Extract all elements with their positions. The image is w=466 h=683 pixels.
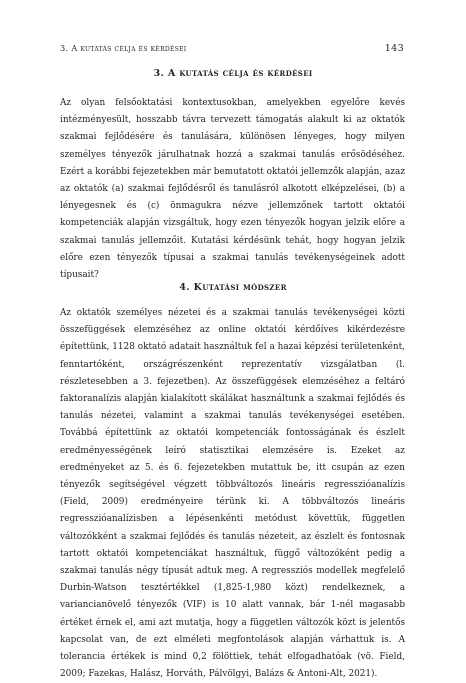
section-heading-research-aim: 3. A kutatás célja és kérdései — [153, 68, 313, 79]
running-head-chapter: 3. A kutatás célja és kérdései — [60, 43, 187, 53]
section-paragraph-research-aim: Az olyan felsőoktatási kontextusokban, amelyekben egyelőre kevés intézményesült, hosszabb távra tervezett támogatás alakult ki az oktatók szakmai fejlődésére és tanulására, különösen lényeges, hogy milyen személyes tényezők járulhatnak hozzá a szakmai tanulás erősödéséhez. Ezért a korábbi fejezetekben már bemutatott oktatói jellemzők alapján, azaz az oktatók (a) szakmai fejlődésről és tanulásról alkotott elképzelései, (b) a lényegesnek és (c) önmagukra nézve jellemzőnek tartott oktatói kompetenciák alapján vizsgáltuk, hogy ezen tényezők hogyan jelzik előre a szakmai tanulás jellemzőit. Kutatási kérdésünk tehát, hogy hogyan jelzik előre ezen tényezők típusai a szakmai tanulás tevékenységeinek adott típusait? — [60, 98, 405, 281]
page-number: 143 — [384, 43, 404, 54]
running-head — [60, 43, 404, 54]
section-paragraph-method: Az oktatók személyes nézetei és a szakmai tanulás tevékenységei közti összefüggések elemzéséhez az online oktatói kérdőíves kikérdezésre építettünk, 1128 oktató adatait használtuk fel a hazai képzési területenként, fenntartóként, országrészenként reprezentatív vizsgálatban (l. részletesebben a 3. fejezetben). Az összefüggések elemzéséhez a feltáró faktoranalízis alapján kialakított skálákat használtunk a szakmai fejlődés és tanulás nézetei, valamint a szakmai tanulás tevékenységei esetében. Továbbá építettünk az oktatói kompetenciák fontosságának és észlelt eredményességének leíró statisztikai elemzésére is. Ezeket az eredményeket az 5. és 6. fejezetekben mutattuk be, itt csupán az ezen tényezők segítségével végzett többváltozós lineáris regresszióanalízis (Field, 2009) eredményeire térünk ki. A többváltozós lineáris regresszióanalízisben a lépésenkénti metódust követtük, független változókként a szakmai fejlődés és tanulás nézeteit, az észlelt és fontosnak tartott oktatói kompetenciákat használtuk, függő változóként pedig a szakmai tanulás négy típusát adtuk meg. A regressziós modellek megfelelő Durbin-Watson tesztértékkel (1,825-1,980 közt) rendelkeznek, a variancianövelő tényezők (VIF) is 10 alatt vannak, bár 1-nél magasabb értéket érnek el, ami azt mutatja, hogy a független változók közt is jelentős kapcsolat van, de ezt elméleti megfontolások alapján várhattuk is. A tolerancia értékek is mind 0,2 fölöttiek, tehát elfogadhatóak (vö. Field, 2009; Fazekas, Halász, Horváth, Pálvölgyi, Balázs & Antoni-Alt, 2021). — [60, 308, 405, 680]
section-heading-method: 4. Kutatási módszer — [179, 282, 287, 293]
